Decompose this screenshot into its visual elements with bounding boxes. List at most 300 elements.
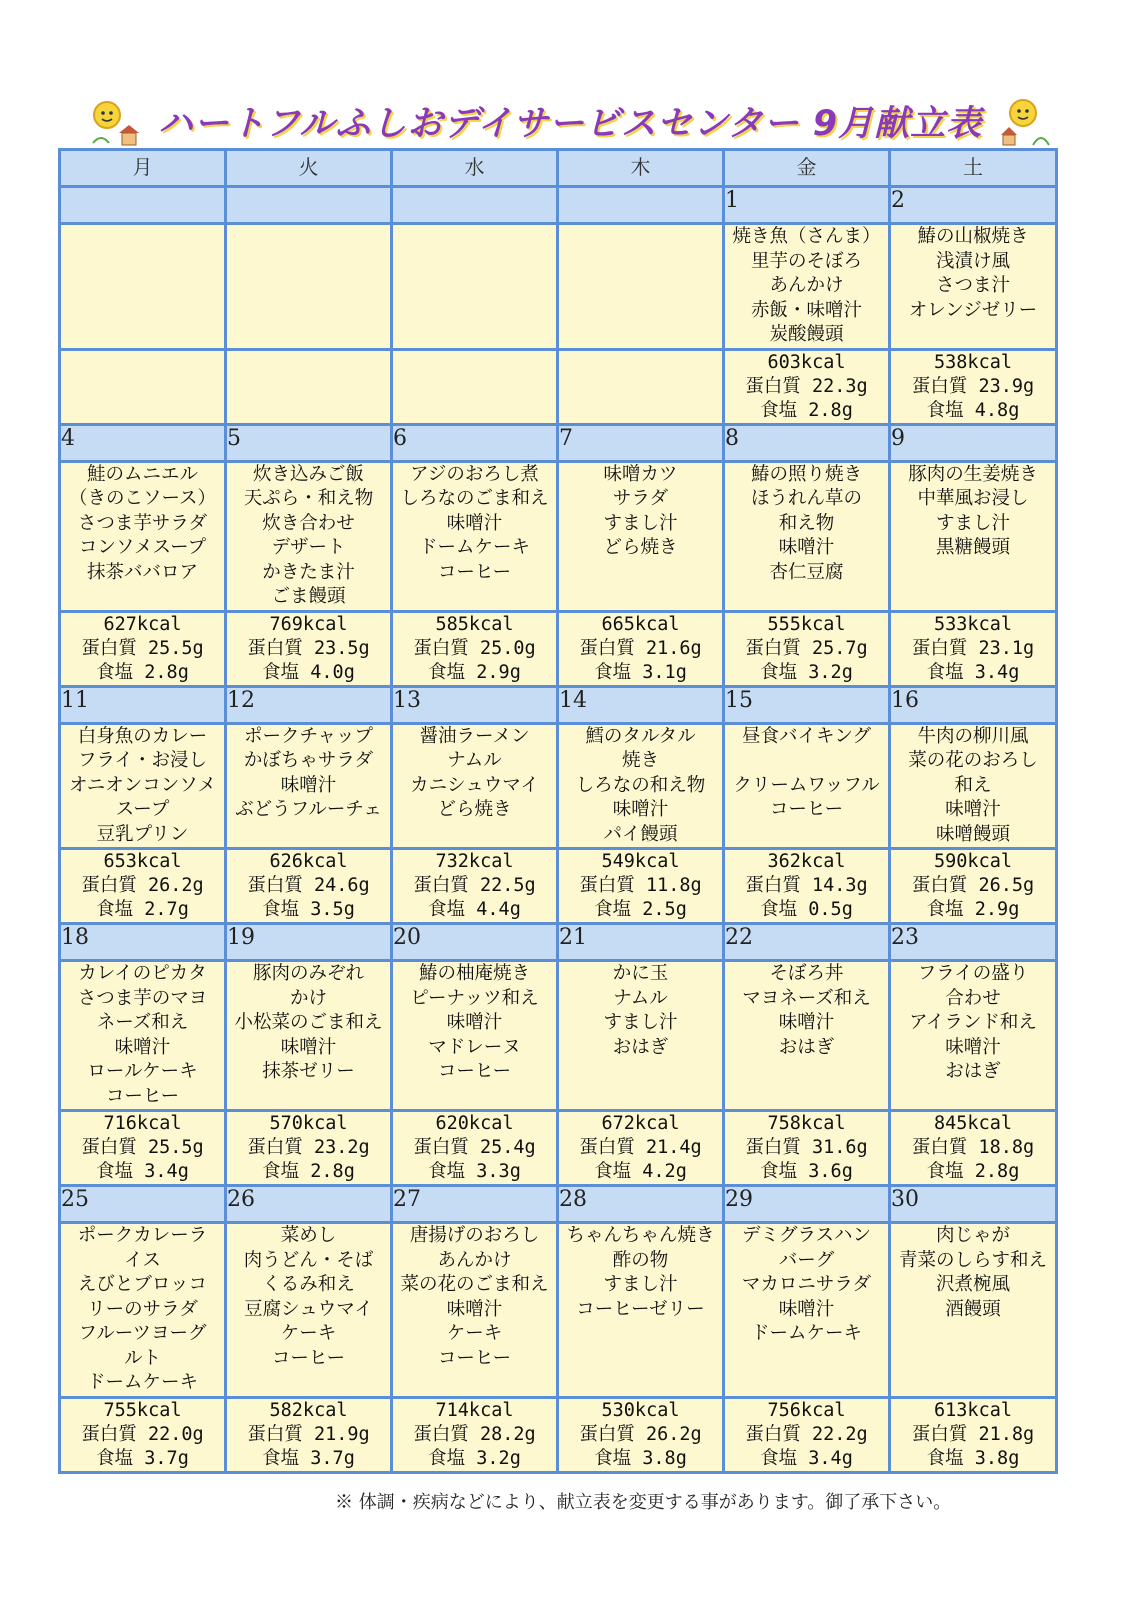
menu-item: 味噌汁 xyxy=(945,1036,1001,1058)
menu-row xyxy=(60,224,1057,350)
day-number: 22 xyxy=(724,924,890,961)
calories-value: 653kcal xyxy=(103,851,182,872)
menu-cell xyxy=(226,1223,392,1398)
menu-item: 中華風お浸し xyxy=(917,488,1029,509)
salt-value: 食塩 3.2g xyxy=(428,1447,521,1469)
menu-item: くるみ和え xyxy=(262,1274,355,1295)
day-number: 6 xyxy=(392,424,558,461)
menu-item: どら焼き xyxy=(603,537,678,558)
sun-mascot-icon xyxy=(85,93,145,149)
calendar-body xyxy=(60,187,1057,1473)
day-number: 7 xyxy=(558,424,724,461)
nutrition-cell xyxy=(226,1111,392,1186)
menu-cell xyxy=(890,224,1057,350)
menu-item: かきたま汁 xyxy=(262,561,355,583)
nutrition-cell xyxy=(724,1111,890,1186)
menu-item: コーヒー xyxy=(437,1347,512,1369)
day-number: 18 xyxy=(60,924,226,961)
protein-value: 蛋白質 26.2g xyxy=(81,875,204,896)
menu-item: 味噌汁 xyxy=(114,1036,171,1058)
protein-value: 蛋白質 25.7g xyxy=(745,637,868,659)
nutrition-cell xyxy=(724,849,890,924)
menu-item: 青菜のしらす和え xyxy=(898,1249,1047,1271)
calories-value: 362kcal xyxy=(767,851,846,872)
menu-item: かに玉 xyxy=(612,963,669,984)
protein-value: 蛋白質 22.0g xyxy=(81,1423,204,1445)
nutrition-cell xyxy=(890,611,1057,686)
menu-item: フライ・お浸し xyxy=(78,750,207,771)
menu-item: かけ xyxy=(289,987,327,1009)
nutrition-cell xyxy=(724,1397,890,1472)
menu-item: カレイのピカタ xyxy=(78,963,207,984)
protein-value: 蛋白質 23.9g xyxy=(911,375,1035,397)
menu-item: すまし汁 xyxy=(603,1274,678,1295)
menu-item: ルト xyxy=(123,1347,161,1369)
day-number: 5 xyxy=(226,424,392,461)
menu-cell xyxy=(890,723,1057,849)
menu-cell xyxy=(890,961,1057,1111)
day-number: 2 xyxy=(890,187,1057,224)
calories-value: 769kcal xyxy=(269,613,348,635)
nutrition-cell xyxy=(392,849,558,924)
day-number xyxy=(226,187,392,224)
page-title xyxy=(158,96,982,146)
calories-value: 530kcal xyxy=(601,1399,680,1421)
menu-item: おはぎ xyxy=(778,1036,835,1058)
menu-row xyxy=(60,961,1057,1111)
menu-cell xyxy=(60,1223,226,1398)
menu-item: しろなのごま和え xyxy=(400,488,549,509)
menu-item: コーヒー xyxy=(437,561,512,583)
nutrition-row xyxy=(60,1111,1057,1186)
menu-item: マカロニサラダ xyxy=(741,1274,872,1295)
calories-value: 665kcal xyxy=(601,613,680,635)
salt-value: 食塩 4.4g xyxy=(428,899,521,920)
menu-item: 牛肉の柳川風 xyxy=(917,725,1029,747)
nutrition-cell xyxy=(392,349,558,424)
menu-cell xyxy=(724,961,890,1111)
menu-cell xyxy=(60,224,226,350)
menu-item: オニオンコンソメ xyxy=(69,774,216,796)
menu-item: えびとブロッコ xyxy=(77,1274,208,1295)
nutrition-cell xyxy=(392,1111,558,1186)
protein-value: 蛋白質 23.5g xyxy=(247,637,370,659)
day-number: 21 xyxy=(558,924,724,961)
menu-item: 杏仁豆腐 xyxy=(769,561,844,583)
nutrition-cell xyxy=(226,849,392,924)
menu-item: 味噌汁 xyxy=(280,1036,337,1058)
menu-item: 味噌カツ xyxy=(603,463,678,485)
nutrition-cell xyxy=(226,611,392,686)
salt-value: 食塩 3.8g xyxy=(594,1447,687,1469)
menu-item: 浅漬け風 xyxy=(935,250,1010,272)
menu-item: かぼちゃサラダ xyxy=(243,750,374,771)
salt-value: 食塩 3.7g xyxy=(262,1447,355,1469)
day-number: 25 xyxy=(60,1186,226,1223)
nutrition-cell xyxy=(226,1397,392,1472)
menu-item: ナムル xyxy=(613,987,668,1009)
menu-cell xyxy=(392,224,558,350)
menu-item: 味噌汁 xyxy=(446,1298,503,1320)
title-text: ハートフルふしおデイサービスセンター 9月献立表 xyxy=(157,104,983,144)
salt-value: 食塩 2.8g xyxy=(760,399,853,421)
protein-value: 蛋白質 22.5g xyxy=(413,875,536,896)
menu-item: 酒饅頭 xyxy=(945,1298,1001,1320)
nutrition-cell xyxy=(558,611,724,686)
menu-item: しろなの和え物 xyxy=(575,774,706,796)
menu-item: ナムル xyxy=(447,750,502,771)
menu-item: おはぎ xyxy=(612,1036,669,1058)
menu-item: アジのおろし煮 xyxy=(410,463,539,485)
menu-item: 黒糖饅頭 xyxy=(935,537,1010,558)
day-number-row xyxy=(60,1186,1057,1223)
menu-item: フライの盛り xyxy=(917,963,1029,984)
menu-item: ごま饅頭 xyxy=(271,586,346,607)
menu-item: 味噌汁 xyxy=(280,774,337,796)
protein-value: 蛋白質 25.0g xyxy=(413,637,536,659)
day-number-row xyxy=(60,686,1057,723)
weekday-header: 土 xyxy=(890,150,1057,187)
day-number: 13 xyxy=(392,686,558,723)
calories-value: 620kcal xyxy=(435,1113,514,1134)
menu-cell xyxy=(392,723,558,849)
menu-item: デミグラスハン xyxy=(742,1225,871,1246)
menu-cell xyxy=(724,461,890,611)
nutrition-cell xyxy=(558,849,724,924)
menu-cell xyxy=(392,461,558,611)
weekday-header: 火 xyxy=(226,150,392,187)
menu-cell xyxy=(724,723,890,849)
menu-item: リーのサラダ xyxy=(87,1298,198,1320)
day-number: 11 xyxy=(60,686,226,723)
nutrition-cell xyxy=(226,349,392,424)
salt-value: 食塩 3.8g xyxy=(926,1447,1020,1469)
weekday-header-row xyxy=(60,150,1057,187)
menu-item: 抹茶ゼリー xyxy=(262,1061,355,1082)
menu-item: 菜めし xyxy=(280,1225,337,1246)
day-number: 19 xyxy=(226,924,392,961)
nutrition-cell xyxy=(60,1397,226,1472)
menu-item: そぼろ丼 xyxy=(769,963,844,984)
calories-value: 613kcal xyxy=(934,1399,1012,1421)
menu-item: おはぎ xyxy=(945,1061,1001,1082)
nutrition-cell xyxy=(392,611,558,686)
calories-value: 570kcal xyxy=(269,1113,348,1134)
menu-item: アイランド和え xyxy=(909,1012,1037,1033)
menu-item: 肉じゃが xyxy=(935,1225,1010,1246)
calories-value: 626kcal xyxy=(269,851,348,872)
calories-value: 627kcal xyxy=(103,613,182,635)
menu-item: 鮭のムニエル xyxy=(86,463,198,485)
weekday-header: 水 xyxy=(392,150,558,187)
calories-value: 582kcal xyxy=(269,1399,348,1421)
calories-value: 533kcal xyxy=(934,613,1012,635)
menu-item: バーグ xyxy=(778,1249,835,1271)
menu-item: （きのこソース） xyxy=(68,488,217,509)
calories-value: 755kcal xyxy=(103,1399,182,1421)
protein-value: 蛋白質 21.9g xyxy=(247,1423,370,1445)
day-number: 1 xyxy=(724,187,890,224)
nutrition-cell xyxy=(558,1397,724,1472)
protein-value: 蛋白質 26.2g xyxy=(579,1423,702,1445)
menu-row xyxy=(60,723,1057,849)
protein-value: 蛋白質 22.3g xyxy=(745,375,868,397)
menu-item: 豚肉の生姜焼き xyxy=(908,463,1038,485)
nutrition-cell xyxy=(724,611,890,686)
menu-item: 醤油ラーメン xyxy=(419,725,530,747)
calories-value: 716kcal xyxy=(103,1113,182,1134)
salt-value: 食塩 3.4g xyxy=(760,1447,853,1469)
calories-value: 538kcal xyxy=(934,351,1012,373)
menu-item: 唐揚げのおろし xyxy=(409,1225,540,1246)
menu-item: 豆乳プリン xyxy=(96,823,189,845)
menu-item: コーヒー xyxy=(769,799,844,820)
calories-value: 590kcal xyxy=(934,851,1012,872)
menu-item: ドームケーキ xyxy=(750,1323,862,1344)
nutrition-cell xyxy=(558,1111,724,1186)
menu-item: サラダ xyxy=(612,488,669,509)
menu-item: すまし汁 xyxy=(603,1012,678,1033)
menu-item: さつま芋サラダ xyxy=(77,512,208,534)
menu-cell xyxy=(558,961,724,1111)
calories-value: 758kcal xyxy=(767,1113,846,1134)
menu-item: 豚肉のみぞれ xyxy=(252,963,364,984)
salt-value: 食塩 2.9g xyxy=(926,899,1020,920)
menu-item: 天ぷら・和え物 xyxy=(243,488,374,509)
menu-cell xyxy=(724,1223,890,1398)
menu-item: 味噌汁 xyxy=(446,1012,503,1033)
menu-item: クリームワッフル xyxy=(733,774,880,796)
menu-item: 昼食バイキング xyxy=(742,725,871,747)
day-number: 4 xyxy=(60,424,226,461)
menu-item: 豆腐シュウマイ xyxy=(244,1298,373,1320)
protein-value: 蛋白質 11.8g xyxy=(579,875,702,896)
nutrition-cell xyxy=(890,1397,1057,1472)
nutrition-cell xyxy=(724,349,890,424)
menu-item: カニシュウマイ xyxy=(410,774,539,796)
menu-item: 味噌汁 xyxy=(778,1298,835,1320)
salt-value: 食塩 3.7g xyxy=(96,1447,189,1469)
nutrition-row xyxy=(60,611,1057,686)
salt-value: 食塩 2.9g xyxy=(428,661,521,683)
day-number: 23 xyxy=(890,924,1057,961)
menu-item: コンソメスープ xyxy=(78,537,207,558)
day-number: 15 xyxy=(724,686,890,723)
menu-item: 沢煮椀風 xyxy=(935,1274,1010,1295)
nutrition-row xyxy=(60,849,1057,924)
menu-item: コーヒー xyxy=(271,1347,346,1369)
protein-value: 蛋白質 25.4g xyxy=(413,1137,536,1158)
nutrition-cell xyxy=(60,349,226,424)
menu-item: 鱈のタルタル xyxy=(585,725,696,747)
menu-item: 鰆の山椒焼き xyxy=(917,226,1029,247)
protein-value: 蛋白質 21.6g xyxy=(579,637,702,659)
nutrition-cell xyxy=(890,349,1057,424)
menu-item: 焼き魚（さんま） xyxy=(732,226,881,247)
salt-value: 食塩 3.4g xyxy=(926,661,1020,683)
salt-value: 食塩 2.8g xyxy=(96,661,189,683)
menu-item: 炊き込みご飯 xyxy=(252,463,364,485)
menu-cell xyxy=(558,461,724,611)
protein-value: 蛋白質 21.4g xyxy=(579,1137,702,1158)
menu-calendar xyxy=(58,148,1058,1474)
menu-item: コーヒーゼリー xyxy=(576,1298,705,1320)
menu-item: 味噌汁 xyxy=(945,799,1001,820)
nutrition-cell xyxy=(392,1397,558,1472)
day-number-row xyxy=(60,924,1057,961)
menu-item: 里芋のそぼろ xyxy=(750,250,862,272)
day-number: 8 xyxy=(724,424,890,461)
protein-value: 蛋白質 14.3g xyxy=(745,875,868,896)
protein-value: 蛋白質 25.5g xyxy=(81,1137,204,1158)
menu-item: 抹茶ババロア xyxy=(86,561,198,583)
menu-cell xyxy=(392,1223,558,1398)
menu-item: ロールケーキ xyxy=(87,1061,198,1082)
menu-cell xyxy=(226,961,392,1111)
menu-item: さつま芋のマヨ xyxy=(77,987,208,1009)
menu-item: コーヒー xyxy=(437,1061,512,1082)
menu-item: 焼き xyxy=(621,750,659,771)
salt-value: 食塩 2.8g xyxy=(926,1161,1020,1182)
menu-item: 肉うどん・そば xyxy=(243,1249,374,1271)
menu-item: 白身魚のカレー xyxy=(77,725,208,747)
menu-item: マヨネーズ和え xyxy=(742,987,871,1009)
menu-item: ポークカレーラ xyxy=(77,1225,208,1246)
menu-item xyxy=(725,749,888,774)
menu-item: 菜の花のごま和え xyxy=(400,1274,549,1295)
protein-value: 蛋白質 23.2g xyxy=(247,1137,370,1158)
calories-value: 845kcal xyxy=(934,1113,1012,1134)
menu-cell xyxy=(60,961,226,1111)
day-number: 14 xyxy=(558,686,724,723)
menu-cell xyxy=(890,461,1057,611)
menu-item: ポークチャップ xyxy=(244,725,373,747)
salt-value: 食塩 3.5g xyxy=(262,899,355,920)
menu-item: コーヒー xyxy=(105,1085,180,1107)
menu-item: ピーナッツ和え xyxy=(410,987,539,1009)
menu-item: 菜の花のおろし xyxy=(908,750,1038,771)
weekday-header: 金 xyxy=(724,150,890,187)
day-number: 29 xyxy=(724,1186,890,1223)
calories-value: 585kcal xyxy=(435,613,514,635)
day-number: 12 xyxy=(226,686,392,723)
protein-value: 蛋白質 23.1g xyxy=(911,637,1035,659)
menu-item: スープ xyxy=(115,799,170,820)
menu-cell xyxy=(392,961,558,1111)
menu-item: 和え物 xyxy=(778,512,835,534)
protein-value: 蛋白質 24.6g xyxy=(247,875,370,896)
menu-item: デザート xyxy=(271,537,346,558)
calories-value: 549kcal xyxy=(601,851,680,872)
menu-item: すまし汁 xyxy=(603,512,678,534)
menu-item: 味噌汁 xyxy=(446,512,503,534)
menu-item: ぶどうフルーチェ xyxy=(235,799,382,820)
menu-cell xyxy=(558,1223,724,1398)
protein-value: 蛋白質 31.6g xyxy=(745,1137,868,1158)
nutrition-cell xyxy=(890,849,1057,924)
menu-item: マドレーヌ xyxy=(428,1036,521,1058)
nutrition-cell xyxy=(890,1111,1057,1186)
day-number: 20 xyxy=(392,924,558,961)
salt-value: 食塩 3.6g xyxy=(760,1161,853,1182)
menu-cell xyxy=(558,723,724,849)
day-number-row xyxy=(60,187,1057,224)
menu-item: イス xyxy=(124,1249,161,1271)
menu-item: あんかけ xyxy=(769,275,844,296)
menu-item: 味噌汁 xyxy=(778,1012,835,1033)
menu-cell xyxy=(226,224,392,350)
menu-item: オレンジゼリー xyxy=(908,299,1038,321)
menu-item: すまし汁 xyxy=(935,512,1010,534)
day-number: 16 xyxy=(890,686,1057,723)
menu-item: ドームケーキ xyxy=(418,537,530,558)
menu-item: ちゃんちゃん焼き xyxy=(566,1225,715,1246)
header xyxy=(85,92,1055,150)
protein-value: 蛋白質 25.5g xyxy=(81,637,204,659)
menu-cell xyxy=(890,1223,1057,1398)
weekday-header: 月 xyxy=(60,150,226,187)
menu-item: 味噌汁 xyxy=(612,799,669,820)
menu-item: 酢の物 xyxy=(612,1249,669,1271)
nutrition-cell xyxy=(60,849,226,924)
menu-item: 小松菜のごま和え xyxy=(234,1012,383,1033)
calories-value: 756kcal xyxy=(767,1399,846,1421)
protein-value: 蛋白質 28.2g xyxy=(413,1423,536,1445)
menu-item: ケーキ xyxy=(280,1323,337,1344)
menu-cell xyxy=(60,461,226,611)
salt-value: 食塩 3.1g xyxy=(594,661,687,683)
menu-row xyxy=(60,1223,1057,1398)
menu-item: 味噌汁 xyxy=(778,537,835,558)
menu-item: パイ饅頭 xyxy=(603,823,678,845)
menu-item: あんかけ xyxy=(437,1249,512,1271)
day-number: 28 xyxy=(558,1186,724,1223)
menu-cell xyxy=(60,723,226,849)
calories-value: 603kcal xyxy=(767,351,846,373)
menu-item: 赤飯・味噌汁 xyxy=(750,299,862,321)
nutrition-cell xyxy=(60,1111,226,1186)
salt-value: 食塩 4.2g xyxy=(594,1161,687,1182)
salt-value: 食塩 3.3g xyxy=(428,1161,521,1182)
protein-value: 蛋白質 21.8g xyxy=(911,1423,1035,1445)
salt-value: 食塩 4.8g xyxy=(926,399,1020,421)
menu-item: 和え xyxy=(954,774,992,796)
menu-item: 味噌饅頭 xyxy=(935,823,1010,845)
menu-item: 合わせ xyxy=(945,987,1001,1009)
nutrition-row xyxy=(60,349,1057,424)
menu-cell xyxy=(226,723,392,849)
protein-value: 蛋白質 18.8g xyxy=(911,1137,1035,1158)
menu-item: フルーツヨーグ xyxy=(78,1323,207,1344)
day-number xyxy=(60,187,226,224)
day-number: 30 xyxy=(890,1186,1057,1223)
calories-value: 732kcal xyxy=(435,851,514,872)
menu-item: どら焼き xyxy=(437,799,512,820)
menu-item: ドームケーキ xyxy=(86,1372,198,1393)
menu-row xyxy=(60,461,1057,611)
menu-item: 鰆の照り焼き xyxy=(750,463,862,485)
protein-value: 蛋白質 22.2g xyxy=(745,1423,868,1445)
nutrition-row xyxy=(60,1397,1057,1472)
day-number: 9 xyxy=(890,424,1057,461)
calories-value: 555kcal xyxy=(767,613,846,635)
protein-value: 蛋白質 26.5g xyxy=(911,875,1035,896)
menu-item: 炊き合わせ xyxy=(262,512,355,534)
calories-value: 714kcal xyxy=(435,1399,514,1421)
menu-item: ほうれん草の xyxy=(750,488,862,509)
day-number xyxy=(392,187,558,224)
day-number: 27 xyxy=(392,1186,558,1223)
